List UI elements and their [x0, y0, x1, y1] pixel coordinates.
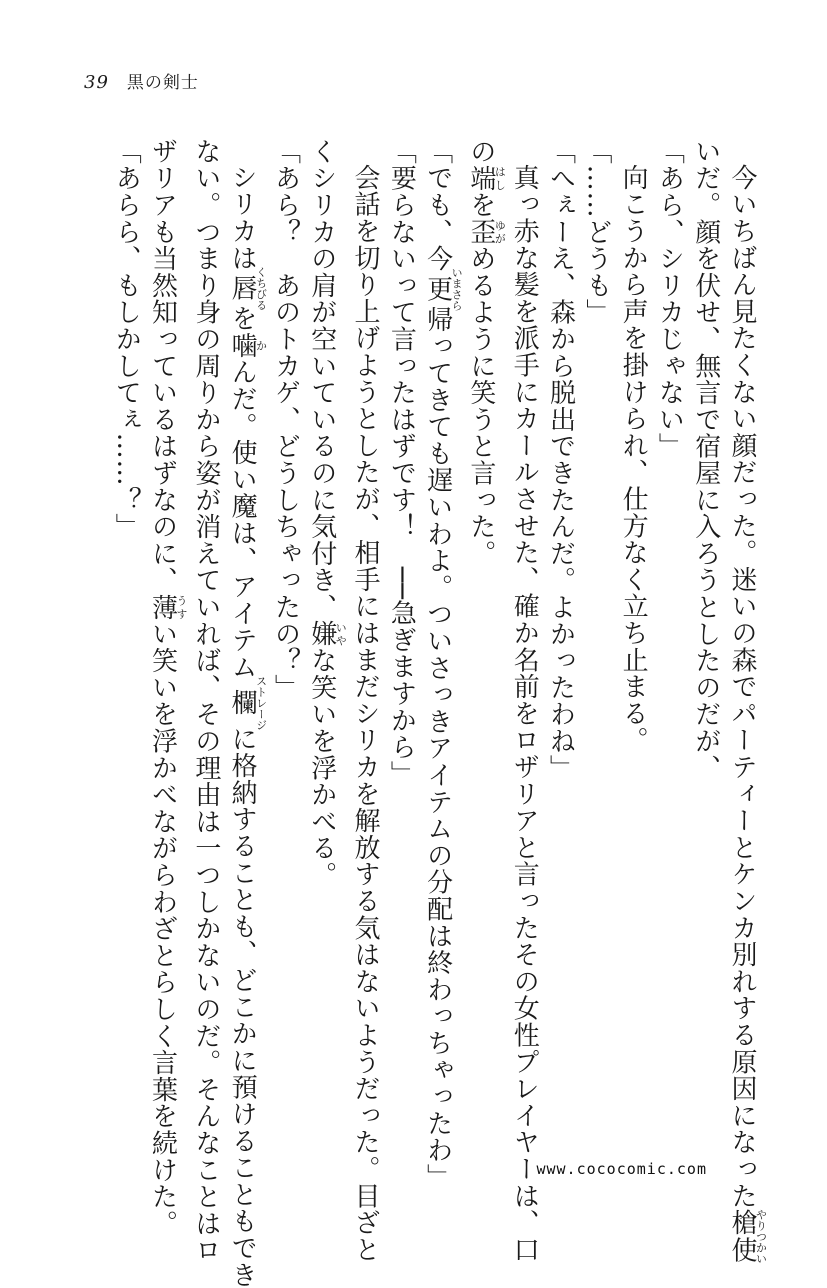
ruby-hashi: 端はし: [465, 164, 507, 192]
paragraph: いだ。顔を伏せ、無言で宿屋に入ろうとしたのだが、: [690, 138, 721, 782]
paragraph: 会話を切り上げようとしたが、相手にはまだシリカを解放する気はないようだった。目ざと: [350, 164, 381, 1263]
chapter-title: 黒の剣士: [126, 73, 199, 93]
ruby-storage: 欄ストレージ: [227, 675, 268, 731]
ruby-imasara: 更いまさら: [422, 267, 464, 311]
paragraph: 今いちばん見たくない顔だった。迷いの森でパーティーとケンカ別れする原因になった槍使やりつかい: [727, 164, 768, 1264]
dialogue-line: 「要らないって言ったはずです！ ──急ぎますから」: [386, 138, 417, 788]
paragraph: の端はしを歪ゆがめるように笑うと言った。: [465, 138, 507, 567]
ruby-yuga: 歪ゆが: [465, 218, 507, 246]
paragraph: シリカは唇くちびるを噛かんだ。使い魔は、アイテム欄ストレージに格納することも、どこかに預けることもでき: [227, 164, 268, 1288]
dialogue-line: 「でも、今更いまさら帰ってきても遅いわよ。ついさっきアイテムの分配は終わっちゃったわ」: [422, 138, 464, 1191]
ruby-ka: 噛か: [227, 332, 268, 359]
paragraph: 真っ赤な髪を派手にカールさせた、確か名前をロザリアと言ったその女性プレイヤーは、口: [509, 164, 540, 1263]
dialogue-line: 「あらら、もしかしてぇ……？」: [111, 138, 142, 540]
ruby-yaritsukai: 槍使やりつかい: [727, 1208, 768, 1264]
ruby-kuchibiru: 唇くちびる: [227, 266, 268, 311]
watermark-url: www.cococomic.com: [536, 1160, 707, 1178]
paragraph: 向こうから声を掛けられ、仕方なく立ち止まる。: [618, 164, 649, 754]
paragraph: ザリアも当然知っているはずなのに、薄うすい笑いを浮かべながらわざとらしく言葉を続けた。: [147, 138, 189, 1237]
paragraph: くシリカの肩が空いているのに気付き、嫌いやな笑いを浮かべる。: [306, 138, 348, 889]
dialogue-line: 「へぇーえ、森から脱出できたんだ。よかったわね」: [545, 138, 576, 782]
running-header: [84, 68, 199, 93]
ruby-iya: 嫌いや: [306, 620, 348, 648]
dialogue-line: 「あら？ あのトカゲ、どうしちゃったの？」: [270, 138, 301, 701]
dialogue-line: 「あら、シリカじゃない」: [654, 138, 685, 460]
paragraph: ない。つまり身の周りから姿が消えていれば、その理由は一つしかないのだ。そんなことはロ: [190, 138, 221, 1264]
dialogue-line: 「……どうも」: [581, 138, 612, 326]
ruby-usu: 薄うす: [147, 593, 189, 621]
page-number: 39: [84, 72, 109, 93]
